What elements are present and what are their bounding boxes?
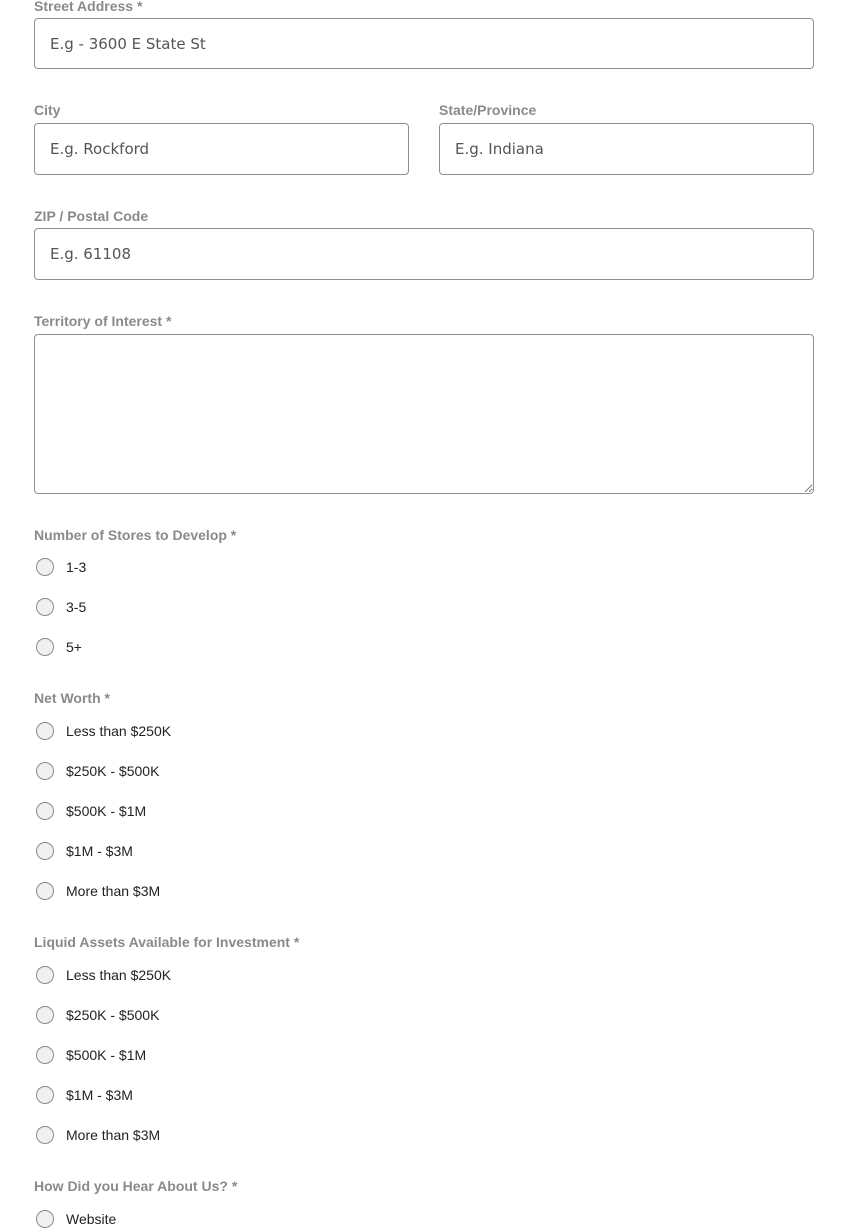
- radio-button[interactable]: [36, 598, 54, 616]
- radio-button[interactable]: [36, 1046, 54, 1064]
- radio-button[interactable]: [36, 762, 54, 780]
- net-worth-option-less-than-250k[interactable]: [36, 720, 171, 742]
- hear-about-option-website[interactable]: [36, 1208, 116, 1230]
- radio-option-label: More than $3M: [66, 1127, 161, 1143]
- liquid-assets-option-250k-500k[interactable]: [36, 1004, 159, 1026]
- city-input[interactable]: [34, 123, 409, 175]
- stores-option-3-5[interactable]: [36, 596, 86, 618]
- city-label: City: [34, 102, 61, 118]
- territory-of-interest-textarea[interactable]: [34, 334, 814, 494]
- state-province-input[interactable]: [439, 123, 814, 175]
- radio-button[interactable]: [36, 1210, 54, 1228]
- zip-postal-code-label: ZIP / Postal Code: [34, 208, 149, 224]
- liquid-assets-option-500k-1m[interactable]: [36, 1044, 146, 1066]
- number-of-stores-label: Number of Stores to Develop *: [34, 527, 237, 543]
- radio-button[interactable]: [36, 1126, 54, 1144]
- stores-option-1-3[interactable]: [36, 556, 86, 578]
- radio-button[interactable]: [36, 882, 54, 900]
- liquid-assets-option-1m-3m[interactable]: [36, 1084, 133, 1106]
- radio-option-label: 3-5: [66, 599, 87, 615]
- radio-button[interactable]: [36, 638, 54, 656]
- radio-button[interactable]: [36, 1086, 54, 1104]
- radio-option-label: $500K - $1M: [66, 1047, 147, 1063]
- radio-option-label: $1M - $3M: [66, 843, 133, 859]
- radio-button[interactable]: [36, 722, 54, 740]
- liquid-assets-option-more-than-3m[interactable]: [36, 1124, 160, 1146]
- radio-option-label: $500K - $1M: [66, 803, 147, 819]
- radio-option-label: Less than $250K: [66, 967, 172, 983]
- radio-button[interactable]: [36, 558, 54, 576]
- radio-option-label: Less than $250K: [66, 723, 172, 739]
- radio-option-label: $250K - $500K: [66, 1007, 160, 1023]
- street-address-input[interactable]: [34, 18, 814, 69]
- net-worth-option-more-than-3m[interactable]: [36, 880, 160, 902]
- radio-button[interactable]: [36, 1006, 54, 1024]
- zip-postal-code-input[interactable]: [34, 228, 814, 280]
- radio-option-label: $1M - $3M: [66, 1087, 133, 1103]
- how-did-you-hear-label: How Did you Hear About Us? *: [34, 1178, 238, 1194]
- radio-button[interactable]: [36, 802, 54, 820]
- net-worth-option-500k-1m[interactable]: [36, 800, 146, 822]
- radio-option-label: $250K - $500K: [66, 763, 160, 779]
- radio-button[interactable]: [36, 966, 54, 984]
- territory-of-interest-label: Territory of Interest *: [34, 313, 172, 329]
- radio-option-label: More than $3M: [66, 883, 161, 899]
- net-worth-label: Net Worth *: [34, 690, 110, 706]
- net-worth-option-250k-500k[interactable]: [36, 760, 159, 782]
- radio-button[interactable]: [36, 842, 54, 860]
- stores-option-5-plus[interactable]: [36, 636, 82, 658]
- state-province-label: State/Province: [439, 102, 537, 118]
- radio-option-label: 5+: [66, 639, 82, 655]
- liquid-assets-option-less-than-250k[interactable]: [36, 964, 171, 986]
- net-worth-option-1m-3m[interactable]: [36, 840, 133, 862]
- radio-option-label: Website: [66, 1211, 117, 1227]
- radio-option-label: 1-3: [66, 559, 87, 575]
- liquid-assets-label: Liquid Assets Available for Investment *: [34, 934, 300, 950]
- street-address-label: Street Address *: [34, 0, 143, 14]
